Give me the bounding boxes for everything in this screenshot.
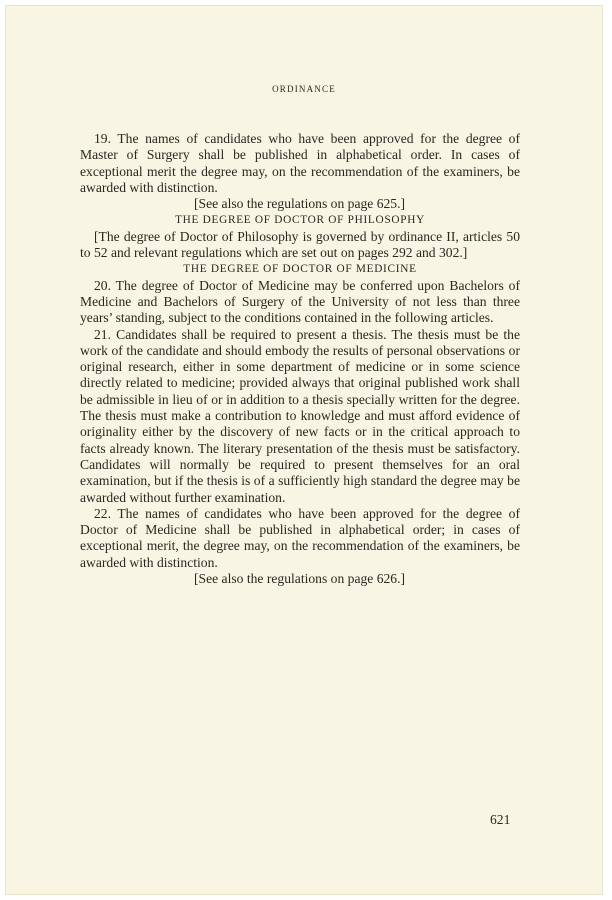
phd-note: [The degree of Doctor of Philosophy is governed by ordinance II, articles 50 to 52 and relevant regulations which are set out on pages 292 and 302.]	[80, 228, 520, 261]
page-number: 621	[490, 812, 511, 827]
running-head: ORDINANCE	[272, 84, 336, 94]
paragraph-19: 19. The names of candidates who have been approved for the degree of Master of Surgery shall be published in alphabetical order. In cases of exceptional merit the degree may, on the recommendation of the examiners, be awarded with distinction.	[80, 131, 520, 195]
reference-page-625: [See also the regulations on page 625.]	[194, 196, 406, 212]
paragraph-21: 21. Candidates shall be required to present a thesis. The thesis must be the work of the candidate and should embody the results of personal observations or original research, either in some department of medicine or in some science directly related to medicine; provided always that original published work shall be admissible in lieu of or in addition to a thesis specially written for the degree. The thesis must make a contribution to knowledge and must afford evidence of originality either by the discovery of new facts or in the critical approach to facts already known. The literary presentation of the thesis must be satisfactory. Candidates will normally be required to present themselves for an oral examination, but if the thesis is of a sufficiently high standard the degree may be awarded without further examination.	[80, 326, 520, 505]
heading-doctor-of-philosophy: THE DEGREE OF DOCTOR OF PHILOSOPHY	[175, 214, 425, 227]
reference-page-626: [See also the regulations on page 626.]	[194, 571, 406, 587]
book-page	[6, 6, 602, 894]
paragraph-22: 22. The names of candidates who have been approved for the degree of Doctor of Medicine shall be published in alphabetical order; in cases of exceptional merit, the degree may, on the recommendation of the examiners, be awarded with distinction.	[80, 505, 520, 570]
paragraph-20: 20. The degree of Doctor of Medicine may be conferred upon Bachelors of Medicine and Bachelors of Surgery of the University of not less than three years’ standing, subject to the conditions contained in the following articles.	[80, 277, 520, 326]
heading-doctor-of-medicine: THE DEGREE OF DOCTOR OF MEDICINE	[183, 263, 417, 276]
body-text	[80, 131, 520, 587]
